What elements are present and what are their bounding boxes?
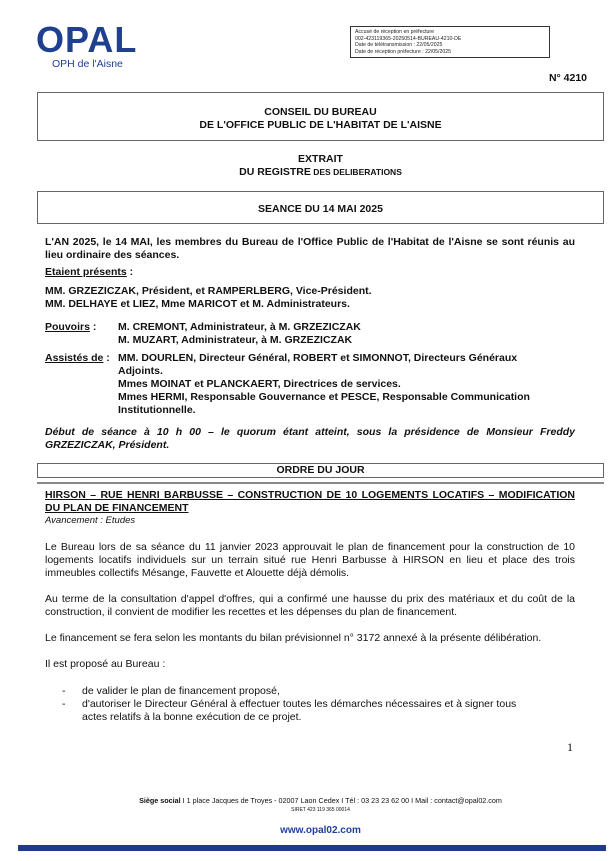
stamp-line: Accusé de réception en préfecture <box>355 29 435 35</box>
logo-subtitle: OPH de l'Aisne <box>52 58 123 70</box>
deliberation-number: N° 4210 <box>548 72 587 84</box>
siege-text: I 1 place Jacques de Troyes - 02007 Laon Cedex I Tél : 03 23 23 62 00 I Mail : contact@opal02.com <box>180 796 502 805</box>
assistes-line-4: Mmes HERMI, Responsable Gouvernance et PESCE, Responsable Communication <box>118 391 530 403</box>
paragraph-1: Le Bureau lors de sa séance du 11 janvier 2023 approuvait le plan de financement pour la construction de 10 logements locatifs individuels sur un terrain situé rue Henri Barbusse à HIRSON en lieu et place des trois immeubles collectifs Mésange, Fauvette et Alouette déjà démolis. <box>45 541 575 579</box>
pouvoirs-colon: : <box>89 321 97 333</box>
siege-label: Siège social <box>139 796 181 805</box>
pouvoirs-heading <box>45 321 96 334</box>
footer-siret: SIRET 423 119 365 00014 <box>291 807 350 813</box>
footer-bar <box>18 845 606 851</box>
assistes-line-1: MM. DOURLEN, Directeur Général, ROBERT et SIMONNOT, Directeurs Généraux <box>118 352 518 364</box>
bullet-2b: actes relatifs à la bonne exécution de ce projet. <box>82 711 302 723</box>
pouvoirs-label: Pouvoirs <box>45 321 90 333</box>
bullet-dash: - <box>62 685 66 697</box>
stamp-line: 002-423119365-20250514-BUREAU-4210-DE <box>355 35 462 42</box>
presents-heading <box>45 266 575 279</box>
avancement: Avancement : Etudes <box>45 515 136 526</box>
bullet-1: de valider le plan de financement proposé, <box>82 685 280 697</box>
pouvoirs-line-1: M. CREMONT, Administrateur, à M. GRZEZICZAK <box>118 321 361 333</box>
logo-text: OPAL <box>36 19 138 60</box>
extrait-line-2 <box>37 166 604 179</box>
website-link[interactable]: www.opal02.com <box>280 825 361 836</box>
paragraph-4: Il est proposé au Bureau : <box>45 658 166 670</box>
title-box <box>37 92 604 141</box>
presents-line-1: MM. GRZEZICZAK, Président, et RAMPERLBERG, Vice-Président. <box>45 285 372 297</box>
presents-line-2: MM. DELHAYE et LIEZ, Mme MARICOT et M. Administrateurs. <box>45 298 350 310</box>
stamp-line: Date de réception préfecture : 22/05/2025 <box>355 48 452 55</box>
extrait-heading <box>37 153 604 179</box>
extrait-registre: DU REGISTRE <box>239 166 311 178</box>
separator-bar <box>37 482 604 484</box>
extrait-line-1: EXTRAIT <box>298 153 343 165</box>
paragraph-3: Le financement se fera selon les montants du bilan prévisionnel n° 3172 annexé à la présente délibération. <box>45 632 542 644</box>
stamp-line: Date de télétransmission : 22/05/2025 <box>355 42 443 48</box>
assistes-heading <box>45 352 110 365</box>
assistes-line-2: Adjoints. <box>118 365 163 377</box>
ordre-du-jour-box <box>37 463 604 478</box>
pouvoirs-line-2: M. MUZART, Administrateur, à M. GRZEZICZAK <box>118 334 353 346</box>
bullet-2a: d'autoriser le Directeur Général à effectuer toutes les démarches nécessaires et à signer tous <box>82 698 517 710</box>
bullet-dash: - <box>62 698 66 710</box>
subject-title: HIRSON – RUE HENRI BARBUSSE – CONSTRUCTION DE 10 LOGEMENTS LOCATIFS – MODIFICATION DU PLAN DE FINANCEMENT <box>45 489 575 514</box>
seance-date: SEANCE DU 14 MAI 2025 <box>258 203 383 215</box>
title-line-1: CONSEIL DU BUREAU <box>264 106 377 118</box>
extrait-deliberations: DES DELIBERATIONS <box>310 167 402 177</box>
page-number: 1 <box>567 740 573 754</box>
prefecture-stamp <box>350 26 550 58</box>
assistes-label: Assistés de <box>45 352 104 364</box>
assistes-colon: : <box>103 352 110 364</box>
footer-address <box>37 796 604 805</box>
opal-logo <box>36 19 151 72</box>
seance-box <box>37 191 604 224</box>
intro-paragraph: L'AN 2025, le 14 MAI, les membres du Bureau de l'Office Public de l'Habitat de l'Aisne se sont réunis au lieu ordinaire des séances. <box>45 236 575 261</box>
ordre-du-jour-label: ORDRE DU JOUR <box>276 464 365 476</box>
presents-colon: : <box>126 266 134 278</box>
assistes-line-3: Mmes MOINAT et PLANCKAERT, Directrices de services. <box>118 378 401 390</box>
assistes-line-5: Institutionnelle. <box>118 404 196 416</box>
presents-label: Etaient présents <box>45 266 127 278</box>
debut-seance: Début de séance à 10 h 00 – le quorum étant atteint, sous la présidence de Monsieur Freddy GRZEZICZAK, Président. <box>45 426 575 451</box>
title-line-2: DE L'OFFICE PUBLIC DE L'HABITAT DE L'AISNE <box>199 119 442 131</box>
paragraph-2: Au terme de la consultation d'appel d'offres, qui a confirmé une hausse du prix des matériaux et du coût de la construction, il convient de modifier les recettes et les dépenses du plan de financement. <box>45 593 575 618</box>
